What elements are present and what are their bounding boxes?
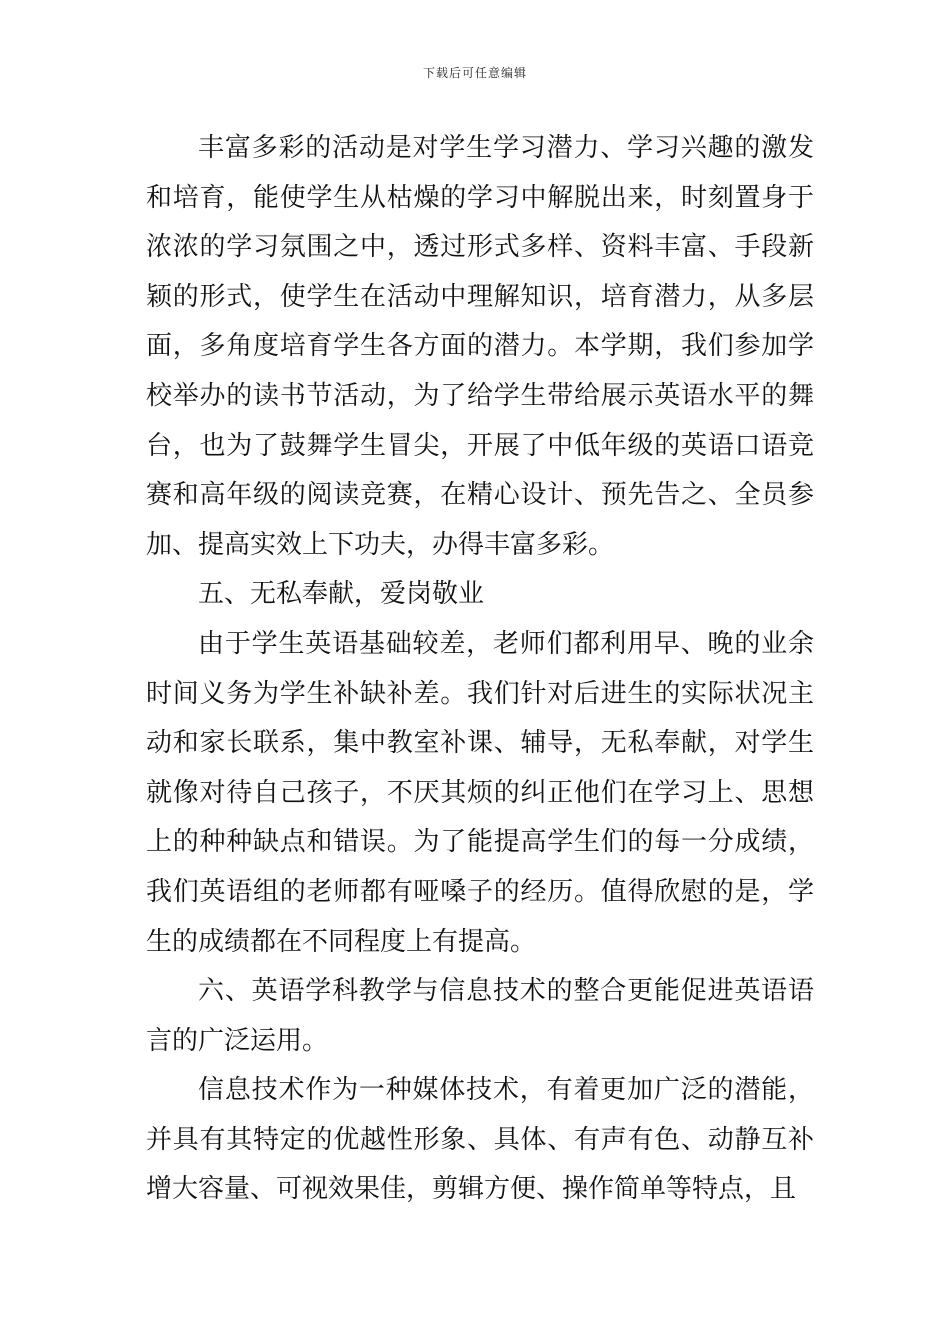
paragraph-info-tech: 信息技术作为一种媒体技术，有着更加广泛的潜能，并具有其特定的优越性形象、具体、有声有色、动静互补增大容量、可视效果佳，剪辑方便、操作简单等特点，且 [146, 1075, 814, 1205]
paragraph-dedication: 由于学生英语基础较差，老师们都利用早、晚的业余时间义务为学生补缺补差。我们针对后进生的实际状况主动和家长联系，集中教室补课、辅导，无私奉献，对学生就像对待自己孩子，不厌其烦的纠正他们在学习上、思想上的种种缺点和错误。为了能提高学生们的每一分成绩，我们英语组的老师都有哑嗓子的经历。值得欣慰的是，学生的成绩都在不同程度上有提高。 [146, 628, 814, 957]
section-heading-6: 六、英语学科教学与信息技术的整合更能促进英语语言的广泛运用。 [146, 976, 814, 1056]
page-header: 下载后可任意编辑 [422, 66, 527, 80]
section-heading-5: 五、无私奉献，爱岗敬业 [198, 579, 485, 610]
document-body [146, 124, 814, 1215]
paragraph-activities: 丰富多彩的活动是对学生学习潜力、学习兴趣的激发和培育，能使学生从枯燥的学习中解脱出来，时刻置身于浓浓的学习氛围之中，透过形式多样、资料丰富、手段新颖的形式，使学生在活动中理解知识，培育潜力，从多层面，多角度培育学生各方面的潜力。本学期，我们参加学校举办的读书节活动，为了给学生带给展示英语水平的舞台，也为了鼓舞学生冒尖，开展了中低年级的英语口语竞赛和高年级的阅读竞赛，在精心设计、预先告之、全员参加、提高实效上下功夫，办得丰富多彩。 [146, 133, 814, 560]
